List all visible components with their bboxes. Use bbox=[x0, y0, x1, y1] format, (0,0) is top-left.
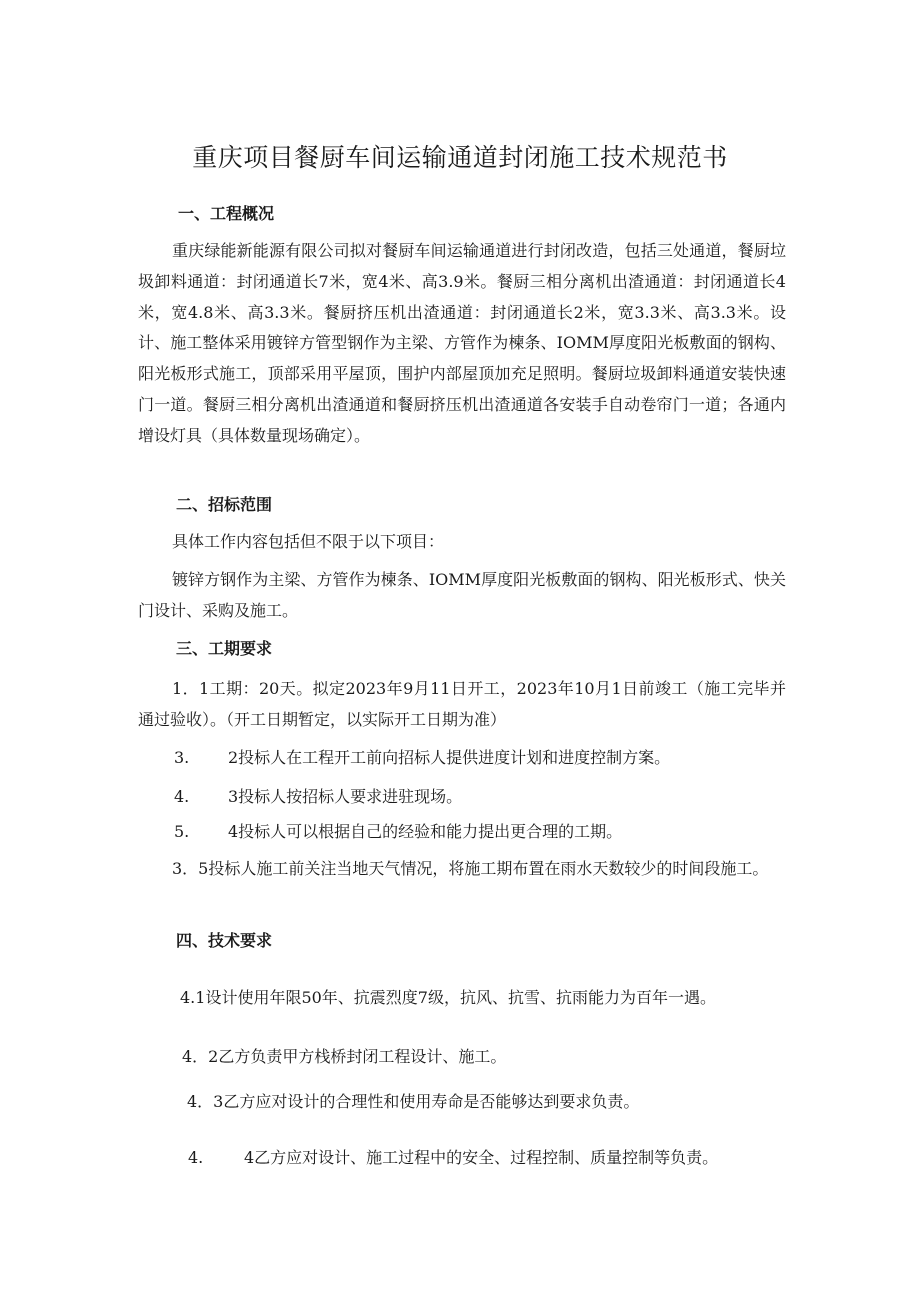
technical-item-4 bbox=[188, 1146, 718, 1170]
schedule-item-5: 3．5投标人施工前关注当地天气情况，将施工期布置在雨水天数较少的时间段施工。 bbox=[172, 859, 769, 878]
schedule-item-3-text: 3投标人按招标人要求进驻现场。 bbox=[228, 787, 463, 806]
schedule-item-1: 1．1工期：20天。拟定2023年9月11日开工，2023年10月1日前竣工（施工完毕并通过验收）。（开工日期暂定，以实际开工日期为准） bbox=[138, 679, 786, 729]
schedule-item-3 bbox=[174, 785, 462, 809]
overview-paragraph: 重庆绿能新能源有限公司拟对餐厨车间运输通道进行封闭改造，包括三处通道，餐厨垃圾卸料通道：封闭通道长7米，宽4米、高3.9米。餐厨三相分离机出渣通道：封闭通道长4米，宽4.8米、高3.3米。餐厨挤压机出渣通道：封闭通道长2米，宽3.3米、高3.3米。设计、施工整体采用镀锌方管型钢作为主梁、方管作为楝条、IOMM厚度阳光板敷面的钢构、阳光板形式施工，顶部采用平屋顶，围护内部屋顶加充足照明。餐厨垃圾卸料通道安装快速门一道。餐厨三相分离机出渣通道和餐厨挤压机出渣通道各安装手自动卷帘门一道；各通内增设灯具（具体数量现场确定）。 bbox=[138, 241, 786, 445]
technical-item-4-text: 4乙方应对设计、施工过程中的安全、过程控制、质量控制等负责。 bbox=[244, 1148, 719, 1167]
schedule-item-3-number: 4. bbox=[174, 787, 190, 806]
technical-item-1: 4.1设计使用年限50年、抗震烈度7级，抗风、抗雪、抗雨能力为百年一遇。 bbox=[180, 988, 716, 1007]
schedule-item-2-text: 2投标人在工程开工前向招标人提供进度计划和进度控制方案。 bbox=[228, 748, 671, 767]
section-heading-technical: 四、技术要求 bbox=[176, 931, 273, 950]
section-heading-schedule: 三、工期要求 bbox=[176, 639, 273, 658]
schedule-item-4-number: 5. bbox=[174, 822, 190, 841]
technical-item-3: 4．3乙方应对设计的合理性和使用寿命是否能够达到要求负责。 bbox=[187, 1092, 640, 1111]
schedule-item-4 bbox=[174, 820, 622, 844]
scope-intro: 具体工作内容包括但不限于以下项目： bbox=[172, 532, 445, 551]
schedule-item-4-text: 4投标人可以根据自己的经验和能力提出更合理的工期。 bbox=[228, 822, 623, 841]
scope-paragraph: 镀锌方钢作为主梁、方管作为楝条、IOMM厚度阳光板敷面的钢构、阳光板形式、快关门设计、采购及施工。 bbox=[138, 570, 786, 620]
technical-item-2: 4．2乙方负责甲方栈桥封闭工程设计、施工。 bbox=[182, 1047, 507, 1066]
schedule-item-2-number: 3. bbox=[174, 748, 190, 767]
technical-item-4-number: 4. bbox=[188, 1148, 204, 1167]
section-heading-scope: 二、招标范围 bbox=[176, 495, 273, 514]
section-heading-overview: 一、工程概况 bbox=[178, 204, 275, 223]
document-title: 重庆项目餐厨车间运输通道封闭施工技术规范书 bbox=[192, 143, 728, 172]
schedule-item-2 bbox=[174, 746, 670, 770]
